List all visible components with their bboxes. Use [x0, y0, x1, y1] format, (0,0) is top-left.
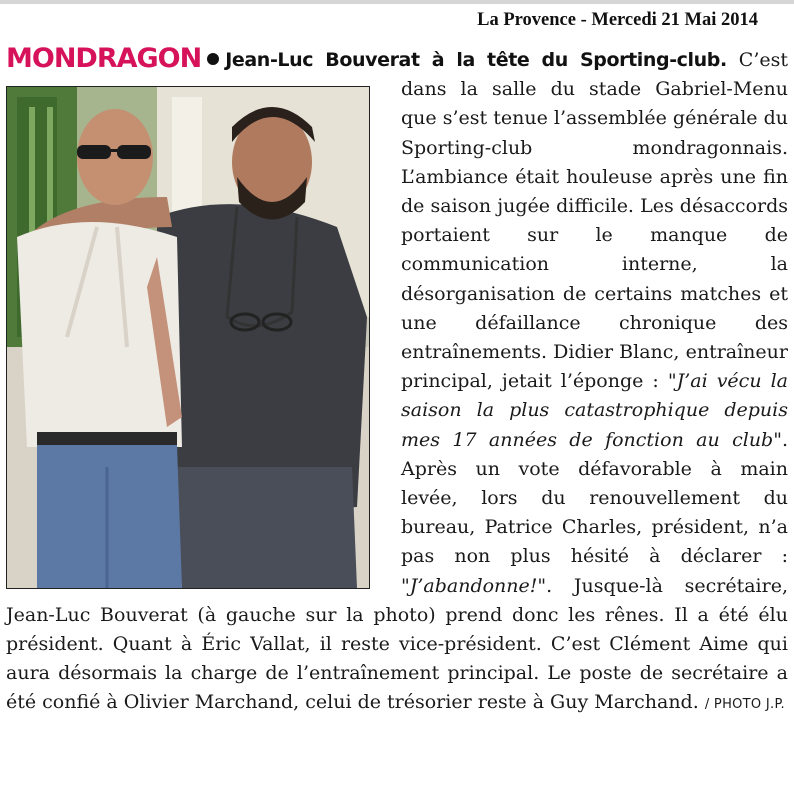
quote-coach: "J’ai vécu la saison la plus catastrophique depuis mes 17 années de fonction au club"	[401, 370, 788, 451]
article-text-ending: . Jusque-là secrétaire, Jean-Luc Bouverat (à gauche sur la photo) prend donc les rênes. Il a été élu président. Quant à Éric Vallat, il reste vice-président. C’est Clément Aime qui aura désormais la charge de l’entraînement principal. Le poste de secrétaire a été confié à Olivier Marchand, celui de trésorier reste à Guy Marchand.	[6, 574, 788, 714]
article-text-intro: C’est dans la salle du stade Gabriel-Menu que s’est tenue l’assemblée générale du Sporting-club mondragonnais. L’ambiance était houleuse après une fin de saison jugée difficile. Les désaccords portaient sur le manque de communication interne, la désorganisation de certains matches et une défaillance chronique des entraînements. Didier Blanc, entraîneur principal, jetait l’éponge :	[401, 49, 788, 393]
article-text-middle: . Après un vote défavorable à main levée, lors du renouvellement du bureau, Patrice Charles, président, n’a pas non plus hésité à déclarer :	[401, 428, 788, 568]
quote-president: "J’abandonne!"	[401, 574, 547, 597]
newspaper-dateline: La Provence - Mercedi 21 Mai 2014	[477, 10, 758, 30]
photo-credit: / PHOTO J.P.	[704, 697, 785, 713]
location-kicker: MONDRAGON	[6, 43, 202, 74]
article-photo	[6, 86, 370, 589]
top-rule	[0, 0, 794, 4]
article-body	[6, 44, 788, 720]
bullet-icon	[207, 53, 219, 65]
article-headline: Jean-Luc Bouverat à la tête du Sporting-club.	[225, 49, 727, 71]
